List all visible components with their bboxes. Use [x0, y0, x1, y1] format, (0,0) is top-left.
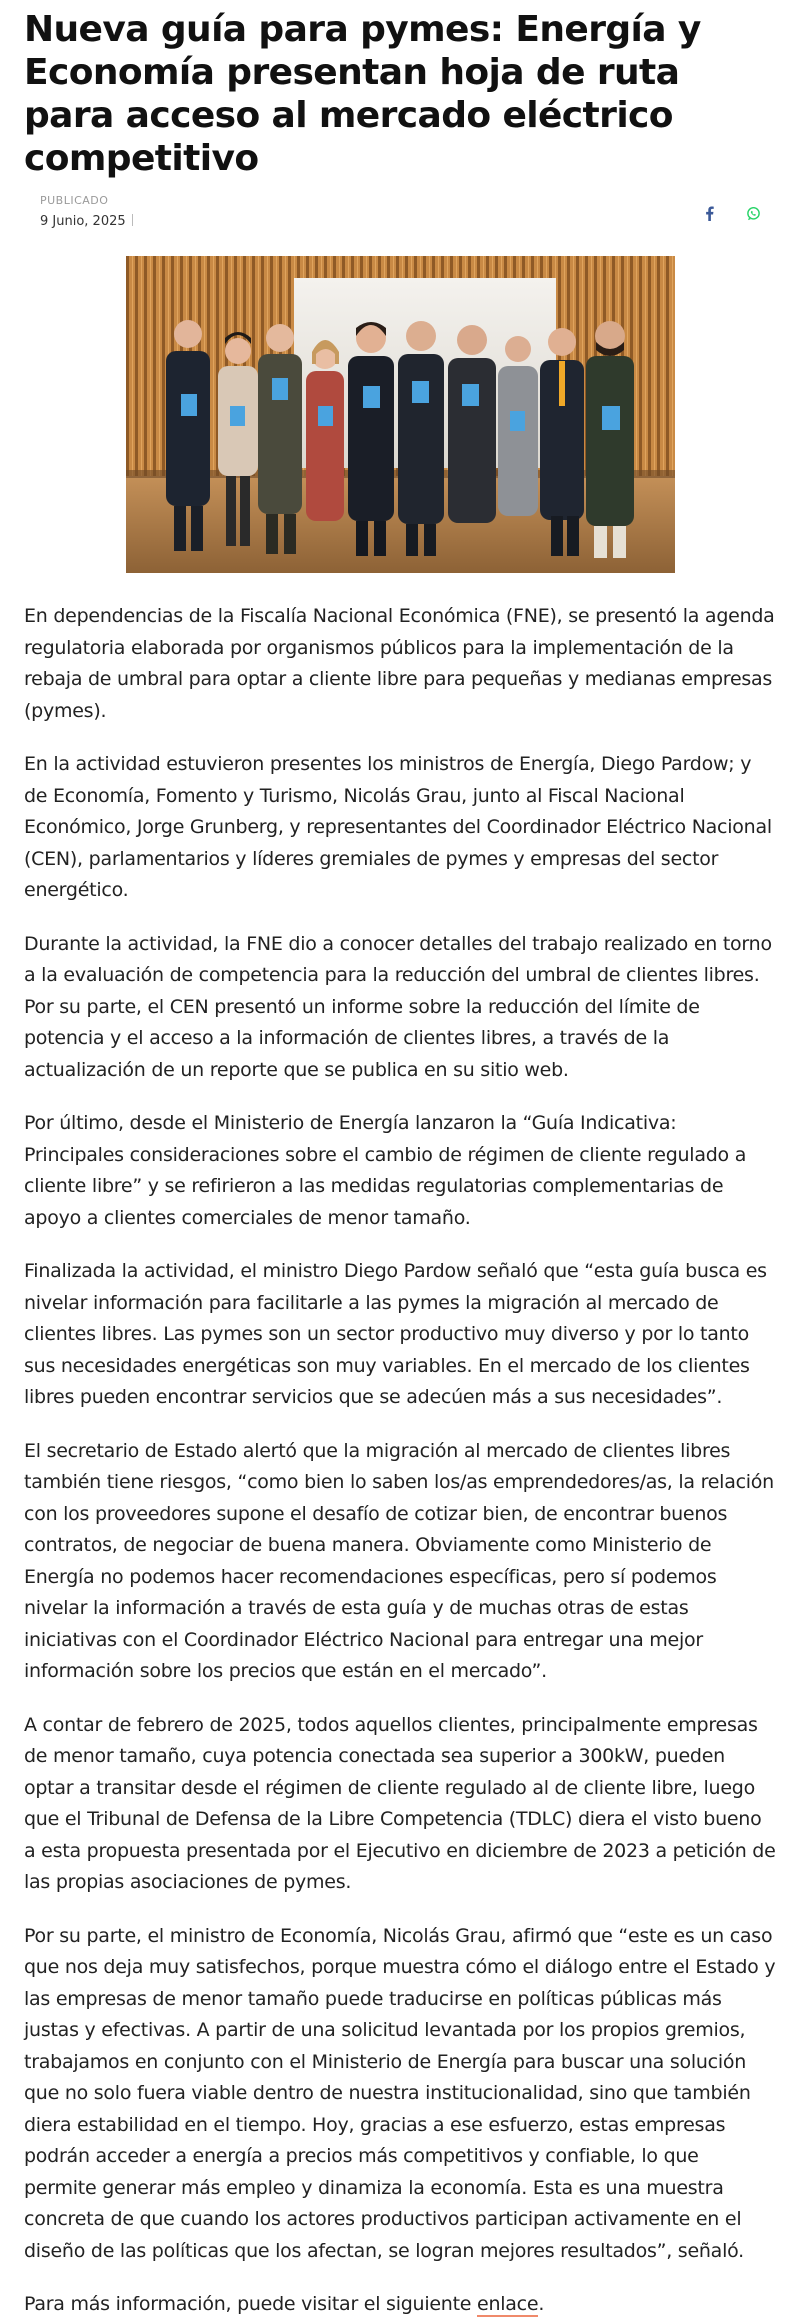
paragraph: A contar de febrero de 2025, todos aquellos clientes, principalmente empresas de menor tamaño, cuya potencia conectada sea superior a 300kW, pueden optar a transitar desde el régimen de cliente regulado al de cliente libre, luego que el Tribunal de Defensa de la Libre Competencia (TDLC) diera el visto bueno a esta propuesta presentada por el Ejecutivo en diciembre de 2023 a petición de las propias asociaciones de pymes. — [24, 1713, 776, 1893]
paragraph: Durante la actividad, la FNE dio a conocer detalles del trabajo realizado en torno a la evaluación de competencia para la reducción del umbral de clientes libres. Por su parte, el CEN presentó un informe sobre la reducción del límite de potencia y el acceso a la información de clientes libres, a través de la actualización de un reporte que se publica en su sitio web. — [24, 932, 772, 1081]
facebook-icon — [705, 206, 714, 221]
article-title: Nueva guía para pymes: Energía y Economía presentan hoja de ruta para acceso al mercado eléctrico competitivo — [24, 9, 701, 179]
publish-date-row — [40, 214, 133, 230]
article-page — [0, 8, 800, 2321]
more-info-link[interactable]: enlace — [477, 2293, 539, 2315]
published-label: PUBLICADO — [40, 194, 109, 207]
paragraph: En dependencias de la Fiscalía Nacional Económica (FNE), se presentó la agenda regulatoria elaborada por organismos públicos para la implementación de la rebaja de umbral para optar a cliente libre para pequeñas y medianas empresas (pymes). — [24, 605, 775, 722]
closing-paragraph — [24, 2289, 776, 2321]
whatsapp-icon — [746, 206, 761, 221]
paragraph: El secretario de Estado alertó que la migración al mercado de clientes libres también tiene riesgos, “como bien lo saben los/as emprendedores/as, la relación con los proveedores supone el desafío de cotizar bien, de encontrar buenos contratos, de negociar de buena manera. Obviamente como Ministerio de Energía no podemos hacer recomendaciones específicas, pero sí podemos nivelar la información a través de esta guía y de muchas otras de estas iniciativas con el Coordinador Eléctrico Nacional para entregar una mejor información sobre los precios que están en el mercado”. — [24, 1439, 774, 1682]
publish-date: 9 Junio, 2025 — [40, 214, 126, 229]
paragraph: Por su parte, el ministro de Economía, Nicolás Grau, afirmó que “este es un caso que nos deja muy satisfechos, porque muestra cómo el diálogo entre el Estado y las empresas de menor tamaño puede traducirse en políticas públicas más justas y efectivas. A partir de una solicitud levantada por los propios gremios, trabajamos en conjunto con el Ministerio de Energía para buscar una solución que no solo fuera viable dentro de nuestra institucionalidad, sino que también diera estabilidad en el tiempo. Hoy, gracias a ese esfuerzo, estas empresas podrán acceder a energía a precios más competitivos y confiable, lo que permite generar más empleo y dinamiza la economía. Esta es una muestra concreta de que cuando los actores productivos participan activamente en el diseño de las políticas que los afectan, se logran mejores resultados”, señaló. — [24, 1924, 776, 2262]
closing-suffix: . — [538, 2293, 545, 2315]
date-divider — [132, 214, 133, 226]
whatsapp-share-button[interactable] — [744, 204, 762, 222]
paragraph: Por último, desde el Ministerio de Energía lanzaron la “Guía Indicativa: Principales consideraciones sobre el cambio de régimen de cliente regulado a cliente libre” y se refirieron a las medidas regulatorias complementarias de apoyo a clientes comerciales de menor tamaño. — [24, 1112, 747, 1229]
closing-text: Para más información, puede visitar el siguiente — [24, 2293, 478, 2315]
facebook-share-button[interactable] — [700, 204, 718, 222]
article-body — [24, 601, 776, 2321]
hero-photo — [126, 256, 675, 573]
article-meta — [24, 194, 776, 250]
hero-photo-illustration — [126, 256, 675, 573]
paragraph: En la actividad estuvieron presentes los ministros de Energía, Diego Pardow; y de Economía, Fomento y Turismo, Nicolás Grau, junto al Fiscal Nacional Económico, Jorge Grunberg, y representantes del Coordinador Eléctrico Nacional (CEN), parlamentarios y líderes gremiales de pymes y empresas del sector energético. — [24, 753, 772, 901]
paragraph: Finalizada la actividad, el ministro Diego Pardow señaló que “esta guía busca es nivelar información para facilitarle a las pymes la migración al mercado de clientes libres. Las pymes son un sector productivo muy diverso y por lo tanto sus necesidades energéticas son muy variables. En el mercado de los clientes libres pueden encontrar servicios que se adecúen más a sus necesidades”. — [24, 1260, 767, 1408]
publish-info — [40, 194, 133, 230]
share-buttons — [700, 204, 762, 222]
